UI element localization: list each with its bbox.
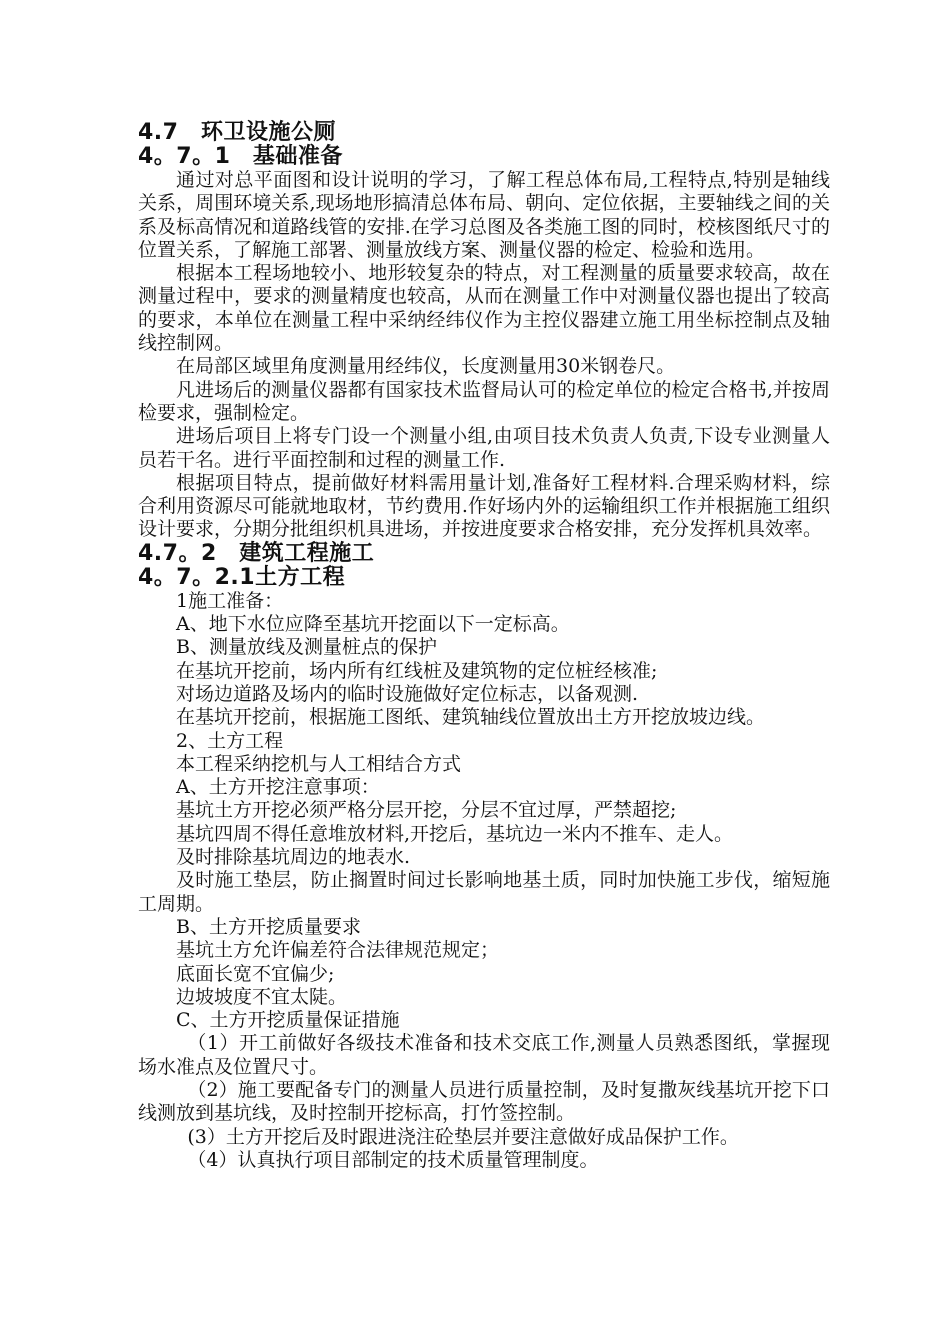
paragraph: 凡进场后的测量仪器都有国家技术监督局认可的检定单位的检定合格书,并按周检要求，强制检定。 xyxy=(138,378,830,424)
document-body xyxy=(138,121,830,1172)
list-heading: 1施工准备： xyxy=(176,589,284,612)
paragraph: 在基坑开挖前，根据施工图纸、建筑轴线位置放出土方开挖放坡边线。 xyxy=(176,706,766,729)
list-item: 及时排除基坑周边的地表水. xyxy=(176,846,411,869)
subsection-title-earthwork: 4。7。2.1土方工程 xyxy=(138,564,346,590)
list-item: B、土方开挖质量要求 xyxy=(176,915,361,938)
list-item: 底面长宽不宜偏少; xyxy=(176,962,335,985)
paragraph: 在局部区域里角度测量用经纬仪，长度测量用30米钢卷尺。 xyxy=(176,355,676,378)
list-item: 边坡坡度不宜太陡。 xyxy=(176,985,348,1008)
list-item: （4）认真执行项目部制定的技术质量管理制度。 xyxy=(187,1148,599,1171)
list-item: (3）土方开挖后及时跟进浇注砼垫层并要注意做好成品保护工作。 xyxy=(187,1125,739,1148)
paragraph: 及时施工垫层，防止搁置时间过长影响地基土质，同时加快施工步伐，缩短施工周期。 xyxy=(138,869,830,915)
list-item: A、地下水位应降至基坑开挖面以下一定标高。 xyxy=(176,613,570,636)
list-item: 基坑土方允许偏差符合法律规范规定； xyxy=(176,939,500,962)
list-item: B、测量放线及测量桩点的保护 xyxy=(176,636,437,659)
list-item: 本工程采纳挖机与人工相结合方式 xyxy=(176,752,462,775)
subsection-title-foundation-prep: 4。7。1 基础准备 xyxy=(138,144,343,169)
paragraph: 进场后项目上将专门设一个测量小组,由项目技术负责人负责,下设专业测量人员若干名。进行平面控制和过程的测量工作. xyxy=(138,425,830,471)
list-item: 在基坑开挖前，场内所有红线桩及建筑物的定位桩经核准; xyxy=(176,659,658,682)
list-item: A、土方开挖注意事项： xyxy=(176,776,380,799)
paragraph: 通过对总平面图和设计说明的学习，了解工程总体布局,工程特点,特别是轴线关系，周围环境关系,现场地形搞清总体布局、朝向、定位依据，主要轴线之间的关系及标高情况和道路线管的安排.在学习总图及各类施工图的同时，校核图纸尺寸的位置关系，了解施工部署、测量放线方案、测量仪器的检定、检验和选用。 xyxy=(138,169,830,261)
list-item: C、土方开挖质量保证措施 xyxy=(176,1009,400,1032)
subsection-title-construction: 4.7。2 建筑工程施工 xyxy=(138,540,375,566)
list-item: 对场边道路及场内的临时设施做好定位标志，以备观测. xyxy=(176,682,639,705)
paragraph: （2）施工要配备专门的测量人员进行质量控制，及时复撒灰线基坑开挖下口线测放到基坑线，及时控制开挖标高，打竹签控制。 xyxy=(138,1078,830,1125)
list-item: 基坑四周不得任意堆放材料,开挖后，基坑边一米内不推车、走人。 xyxy=(176,822,734,845)
paragraph: 根据项目特点，提前做好材料需用量计划,准备好工程材料.合理采购材料，综合利用资源尽可能就地取材，节约费用.作好场内外的运输组织工作并根据施工组织设计要求，分期分批组织机具进场，并按进度要求合格安排，充分发挥机具效率。 xyxy=(138,471,830,541)
list-item: 基坑土方开挖必须严格分层开挖，分层不宜过厚，严禁超挖; xyxy=(176,799,677,822)
paragraph: （1）开工前做好各级技术准备和技术交底工作,测量人员熟悉图纸，掌握现场水准点及位置尺寸。 xyxy=(138,1032,830,1078)
paragraph: 根据本工程场地较小、地形较复杂的特点，对工程测量的质量要求较高，故在测量过程中，要求的测量精度也较高，从而在测量工作中对测量仪器也提出了较高的要求，本单位在测量工程中采纳经纬仪作为主控仪器建立施工用坐标控制点及轴线控制网。 xyxy=(138,262,830,355)
list-heading: 2、土方工程 xyxy=(176,729,284,752)
section-title: 4.7 环卫设施公厕 xyxy=(138,120,336,145)
